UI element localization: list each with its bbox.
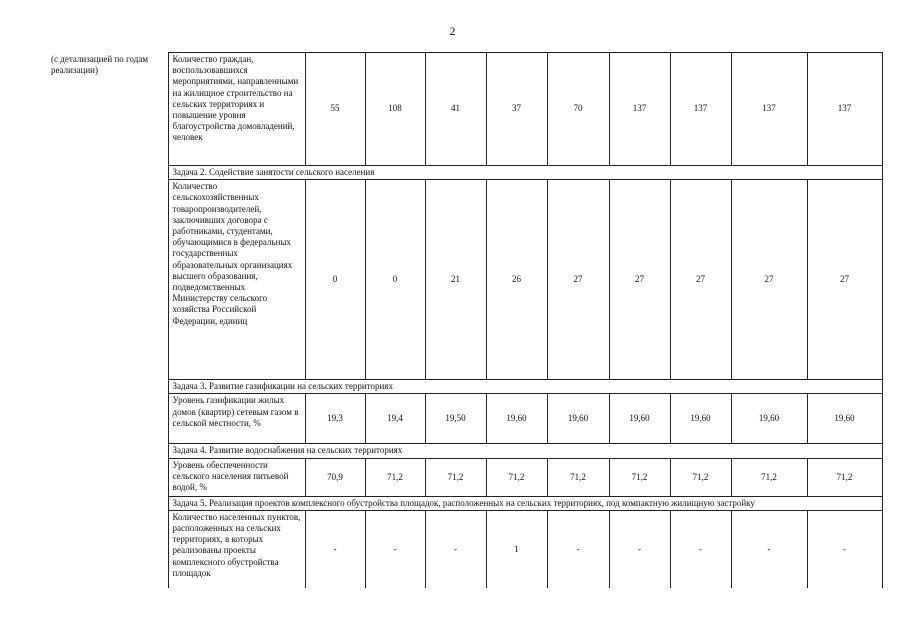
indicator-value: 19,3: [305, 394, 365, 444]
indicator-value: 1: [486, 510, 547, 588]
indicator-value: -: [305, 510, 365, 588]
indicator-value: -: [731, 510, 807, 588]
indicator-name: Уровень обеспеченности сельского населения питьевой водой, %: [168, 458, 305, 496]
task-row: [47, 444, 882, 458]
indicator-value: 70,9: [305, 458, 365, 496]
indicator-value: -: [609, 510, 670, 588]
indicator-value: -: [425, 510, 486, 588]
indicator-name: Количество граждан, воспользовавшихся мероприятиями, направленными на жилищное строительство на сельских территориях и повышение уровня благоустройства домовладений, человек: [168, 53, 305, 166]
indicator-value: 71,2: [486, 458, 547, 496]
indicator-value: 55: [305, 53, 365, 166]
indicator-name: Количество сельскохозяйственных товаропроизводителей, заключивших договора с работниками, студентами, обучающимися в федеральных государственных образовательных организациях высшего образования, подведомственных Министерству сельского хозяйства Российской Федерации, единиц: [168, 180, 305, 380]
indicator-value: 108: [365, 53, 425, 166]
indicator-value: 26: [486, 180, 547, 380]
indicator-value: 137: [670, 53, 731, 166]
indicator-value: 137: [609, 53, 670, 166]
indicator-row: [47, 458, 882, 496]
indicator-name: Уровень газификации жилых домов (квартир) сетевым газом в сельской местности, %: [168, 394, 305, 444]
indicator-value: 71,2: [547, 458, 609, 496]
indicator-value: -: [547, 510, 609, 588]
indicator-value: 27: [609, 180, 670, 380]
task-row: [47, 380, 882, 394]
indicator-row: [47, 510, 882, 588]
indicators-table: [47, 52, 883, 588]
indicator-value: 70: [547, 53, 609, 166]
left-label: (с детализацией по годам реализации): [51, 53, 149, 75]
indicator-value: 71,2: [425, 458, 486, 496]
indicator-value: 41: [425, 53, 486, 166]
left-label-cell: [47, 53, 168, 588]
indicator-name: Количество населенных пунктов, расположенных на сельских территориях, в которых реализованы проекты комплексного обустройства площадок: [168, 510, 305, 588]
indicator-value: 71,2: [609, 458, 670, 496]
indicator-value: 71,2: [365, 458, 425, 496]
indicator-value: 19,60: [807, 394, 882, 444]
task-heading: Задача 3. Развитие газификации на сельских территориях: [168, 380, 882, 394]
indicator-value: 137: [807, 53, 882, 166]
task-heading: Задача 2. Содействие занятости сельского населения: [168, 166, 882, 180]
indicator-value: 0: [305, 180, 365, 380]
indicator-value: 37: [486, 53, 547, 166]
indicator-value: 21: [425, 180, 486, 380]
task-row: [47, 166, 882, 180]
indicator-value: 19,60: [609, 394, 670, 444]
task-heading: Задача 4. Развитие водоснабжения на сельских территориях: [168, 444, 882, 458]
indicator-value: 27: [807, 180, 882, 380]
indicator-value: -: [807, 510, 882, 588]
indicator-value: 0: [365, 180, 425, 380]
indicator-value: 71,2: [670, 458, 731, 496]
indicator-value: 19,50: [425, 394, 486, 444]
indicator-value: 27: [547, 180, 609, 380]
task-row: [47, 496, 882, 510]
indicator-value: 27: [670, 180, 731, 380]
indicator-value: 71,2: [731, 458, 807, 496]
task-heading: Задача 5. Реализация проектов комплексного обустройства площадок, расположенных на сельских территориях, под компактную жилищную застройку: [168, 496, 882, 510]
indicator-row: [47, 394, 882, 444]
indicator-row: [47, 53, 882, 166]
indicator-value: 19,60: [547, 394, 609, 444]
indicator-value: 19,60: [731, 394, 807, 444]
indicator-value: -: [365, 510, 425, 588]
indicator-value: 19,60: [486, 394, 547, 444]
page-number: 2: [449, 24, 456, 38]
indicator-value: 27: [731, 180, 807, 380]
indicator-row: [47, 180, 882, 380]
indicator-value: 137: [731, 53, 807, 166]
indicator-value: -: [670, 510, 731, 588]
indicator-value: 71,2: [807, 458, 882, 496]
indicator-value: 19,4: [365, 394, 425, 444]
indicator-value: 19,60: [670, 394, 731, 444]
